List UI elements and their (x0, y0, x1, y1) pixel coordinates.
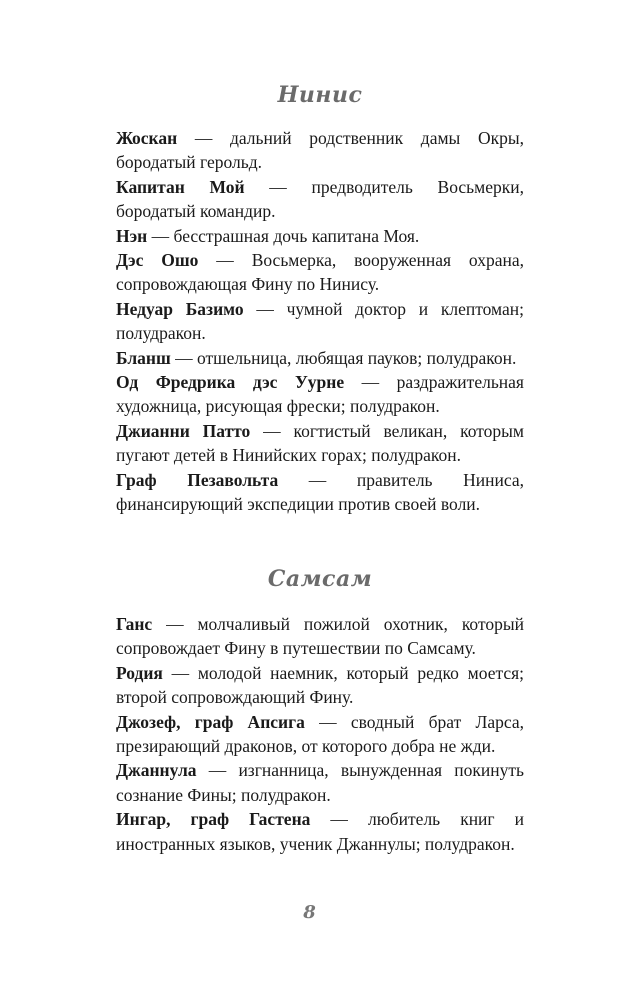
page-number: 8 (303, 902, 316, 923)
entry-neduar-bazimo (116, 297, 524, 346)
entry-name: Граф Пезавольта (116, 469, 279, 490)
entry-name: Ганс (116, 614, 153, 634)
entry-blansh (116, 346, 524, 370)
entry-desc: — правитель Ниниса, финансирующий экспедиции против своей воли. (116, 469, 524, 515)
entry-des-osho (116, 248, 524, 297)
entry-name: Жоскан (116, 128, 178, 148)
entry-dzhianni-patto (116, 419, 524, 468)
entry-desc: — изгнанница, вынужденная покинуть сознание Фины; полудракон. (116, 760, 524, 805)
entry-desc: — дальний родственник дамы Окры, бородатый герольд. (116, 128, 524, 173)
entry-desc: — Восьмерка, вооруженная охрана, сопровождающая Фину по Нинису. (116, 250, 524, 295)
entry-desc: — бесстрашная дочь капитана Моя. (147, 225, 420, 246)
entry-od-fredrika (116, 370, 524, 419)
entry-desc: — отшельница, любящая пауков; полудракон. (170, 347, 517, 368)
entry-dzhozef (116, 710, 524, 759)
entry-desc: — сводный брат Ларса, презирающий драконов, от которого добра не жди. (116, 711, 524, 757)
entry-graf-pezavolta (116, 468, 524, 517)
entry-name: Недуар Базимо (116, 298, 244, 319)
entry-name: Капитан Мой (116, 176, 245, 197)
entry-name: Джаннула (116, 760, 197, 781)
entry-desc: — предводитель Восьмерки, бородатый командир. (116, 176, 524, 222)
entry-name: Ингар, граф Гастена (116, 809, 311, 830)
entries-ninis (116, 126, 524, 517)
entry-rodiya (116, 661, 524, 710)
entry-name: Дэс Ошо (116, 250, 199, 271)
entry-desc: — когтистый великан, которым пугают детей в Нинийских горах; полудракон. (116, 420, 524, 466)
entry-zhoskan (116, 126, 524, 175)
entry-desc: — молчаливый пожилой охотник, который сопровождает Фину в путешествии по Самсаму. (116, 614, 524, 659)
entry-dzhannula (116, 758, 524, 807)
section-title-ninis: Нинис (277, 82, 363, 108)
entry-desc: — чумной доктор и клептоман; полудракон. (116, 298, 524, 344)
entry-desc: — раздражительная художница, рисующая фрески; полудракон. (116, 372, 524, 417)
section-title-samsam: Самсам (267, 566, 373, 592)
entry-desc: — молодой наемник, который редко моется; второй сопровождающий Фину. (116, 662, 524, 708)
entry-name: Нэн (116, 225, 148, 246)
entry-name: Бланш (116, 347, 171, 368)
entry-nen (116, 224, 524, 248)
entries-samsam (116, 612, 524, 856)
entry-name: Джианни Патто (116, 420, 251, 441)
entry-gans (116, 612, 524, 661)
entry-desc: — любитель книг и иностранных языков, ученик Джаннулы; полудракон. (116, 809, 524, 854)
entry-name: Родия (116, 662, 163, 683)
entry-kapitan-moy (116, 175, 524, 224)
entry-name: Од Фредрика дэс Уурне (116, 372, 345, 393)
entry-ingar (116, 807, 524, 856)
entry-name: Джозеф, граф Апсига (116, 711, 305, 732)
